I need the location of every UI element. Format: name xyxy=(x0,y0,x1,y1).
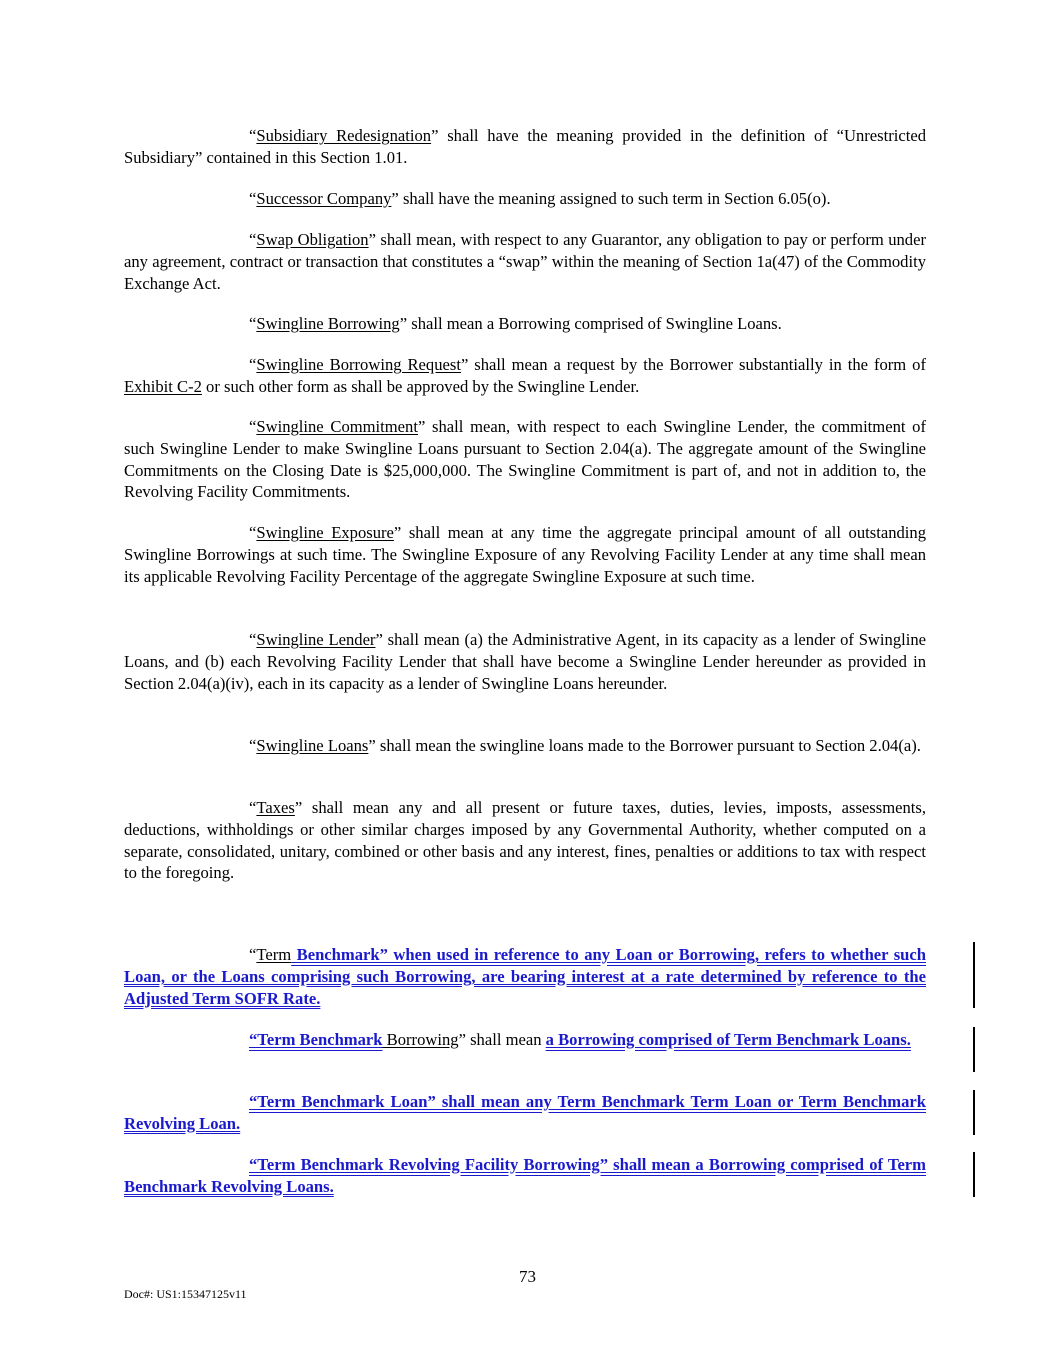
definition-term-benchmark-borrowing xyxy=(124,1029,926,1051)
defined-term: Swap Obligation xyxy=(256,230,369,249)
definition-swingline-loans: “Swingline Loans” shall mean the swingline loans made to the Borrower pursuant to Section 2.04(a). xyxy=(249,736,921,755)
definition-text: shall mean the swingline loans made to the Borrower pursuant to Section 2.04(a). xyxy=(375,736,921,755)
definition-text: shall mean (a) the Administrative Agent, in its capacity as a lender of Swingline Loans, and (b) each Revolving Facility Lender that shall have become a Swingline Lender hereunder as provided in Section 2.04(a)(iv), each in its capacity as a lender of Swingline Loans hereunder. xyxy=(124,630,927,693)
defined-term: Subsidiary Redesignation xyxy=(256,126,432,145)
defined-term: Swingline Lender xyxy=(256,630,376,649)
definition-text: shall have the meaning provided in the definition of “Unrestricted Subsidiary” contained in this Section 1.01. xyxy=(124,126,926,167)
definition-text: shall mean, with respect to each Swingline Lender, the commitment of such Swingline Lender to make Swingline Loans pursuant to Section 2.04(a). The aggregate amount of the Swingline Commitments on the Closing Date is $25,000,000. The Swingline Commitment is part of, and not in addition to, the Revolving Facility Commitments. xyxy=(124,417,926,502)
definition-swingline-lender: “Swingline Lender” shall mean (a) the Administrative Agent, in its capacity as a lender of Swingline Loans, and (b) each Revolving Facility Lender that shall have become a Swingline Lender hereunder as provided in Section 2.04(a)(iv), each in its capacity as a lender of Swingline Loans hereunder. xyxy=(124,630,927,693)
definition-text: shall have the meaning assigned to such term in Section 6.05(o). xyxy=(398,189,831,208)
exhibit-reference: Exhibit C-2 xyxy=(124,376,202,396)
defined-term: Swingline Loans xyxy=(256,736,369,755)
definition-text: shall mean any and all present or future taxes, duties, levies, imposts, assessments, deductions, withholdings or other similar charges imposed by any Governmental Authority, whether computed on a separate, consolidated, unitary, combined or other basis and any interest, fines, penalties or additions to tax with respect to the foregoing. xyxy=(124,798,926,883)
defined-term: Swingline Exposure xyxy=(256,523,394,542)
definition-text: shall mean, with respect to any Guarantor, any obligation to pay or perform under any agreement, contract or transaction that constitutes a “swap” within the meaning of Section 1a(47) of the Commodity Exchange Act. xyxy=(124,230,926,293)
definition-term-benchmark-loan xyxy=(124,1091,926,1135)
document-id: Doc#: US1:15347125v11 xyxy=(124,1287,247,1301)
page-number: 73 xyxy=(519,1267,536,1286)
defined-term: Swingline Commitment xyxy=(256,417,418,436)
definition-text: shall mean a request by the Borrower substantially in the form of xyxy=(468,355,926,374)
defined-term: Successor Company xyxy=(256,189,392,208)
definition-term-benchmark: “Term Benchmark” when used in reference to any Loan or Borrowing, refers to whether such Loan, or the Loans comprising such Borrowing, are bearing interest at a rate determined by reference to the Adjusted Term SOFR Rate. xyxy=(124,945,926,1008)
defined-term: Taxes xyxy=(256,798,295,817)
inserted-text: “Term Benchmark Revolving Facility Borrowing” shall mean a Borrowing comprised of Term Benchmark Revolving Loans. xyxy=(124,1155,926,1196)
change-bar xyxy=(973,1152,975,1197)
defined-term: Borrowing xyxy=(382,1030,459,1049)
definition-taxes: “Taxes” shall mean any and all present or future taxes, duties, levies, imposts, assessments, deductions, withholdings or other similar charges imposed by any Governmental Authority, whether computed on a separate, consolidated, unitary, combined or other basis and any interest, fines, penalties or additions to tax with respect to the foregoing. xyxy=(124,798,926,883)
change-bar xyxy=(973,1027,975,1072)
definition-swingline-commitment: “Swingline Commitment” shall mean, with respect to each Swingline Lender, the commitment of such Swingline Lender to make Swingline Loans pursuant to Section 2.04(a). The aggregate amount of the Swingline Commitments on the Closing Date is $25,000,000. The Swingline Commitment is part of, and not in addition to, the Revolving Facility Commitments. xyxy=(124,417,926,502)
defined-term: Swingline Borrowing Request xyxy=(256,355,461,374)
inserted-text: “Term Benchmark xyxy=(249,1030,383,1049)
definition-text: or such other form as shall be approved by the Swingline Lender. xyxy=(201,376,640,396)
definition-swingline-borrowing-request: “Swingline Borrowing Request” shall mean a request by the Borrower substantially in the form of Exhibit C-2 or such other form as shall be approved by the Swingline Lender. xyxy=(124,355,926,396)
change-bar xyxy=(973,1090,975,1135)
definition-text: shall mean a Borrowing comprised of Swingline Loans. xyxy=(407,314,782,333)
defined-term: Term xyxy=(256,945,292,964)
change-bar xyxy=(973,942,975,1008)
defined-term: Swingline Borrowing xyxy=(256,314,400,333)
inserted-text: a Borrowing comprised of Term Benchmark Loans. xyxy=(545,1030,911,1049)
definition-subsidiary-redesignation: “Subsidiary Redesignation” shall have the meaning provided in the definition of “Unrestricted Subsidiary” contained in this Section 1.01. xyxy=(124,126,926,167)
definition-swap-obligation: “Swap Obligation” shall mean, with respect to any Guarantor, any obligation to pay or perform under any agreement, contract or transaction that constitutes a “swap” within the meaning of Section 1a(47) of the Commodity Exchange Act. xyxy=(124,230,926,293)
definition-swingline-exposure: “Swingline Exposure” shall mean at any time the aggregate principal amount of all outstanding Swingline Borrowings at such time. The Swingline Exposure of any Revolving Facility Lender at any time shall mean its applicable Revolving Facility Percentage of the aggregate Swingline Exposure at such time. xyxy=(124,523,926,586)
inserted-text: “Term Benchmark Loan” shall mean any Term Benchmark Term Loan or Term Benchmark Revolving Loan. xyxy=(124,1092,926,1133)
definition-text: ” shall mean xyxy=(458,1030,546,1049)
definition-successor-company: “Successor Company” shall have the meaning assigned to such term in Section 6.05(o). xyxy=(249,189,831,208)
definition-swingline-borrowing: “Swingline Borrowing” shall mean a Borrowing comprised of Swingline Loans. xyxy=(249,314,782,333)
definition-term-benchmark-revolving-facility-borrowing xyxy=(124,1154,926,1198)
inserted-text: Benchmark” when used in reference to any Loan or Borrowing, refers to whether such Loan, or the Loans comprising such Borrowing, are bearing interest at a rate determined by reference to the Adjusted Term SOFR Rate. xyxy=(124,945,926,1008)
definition-text: shall mean at any time the aggregate principal amount of all outstanding Swingline Borrowings at such time. The Swingline Exposure of any Revolving Facility Lender at any time shall mean its applicable Revolving Facility Percentage of the aggregate Swingline Exposure at such time. xyxy=(124,523,926,586)
